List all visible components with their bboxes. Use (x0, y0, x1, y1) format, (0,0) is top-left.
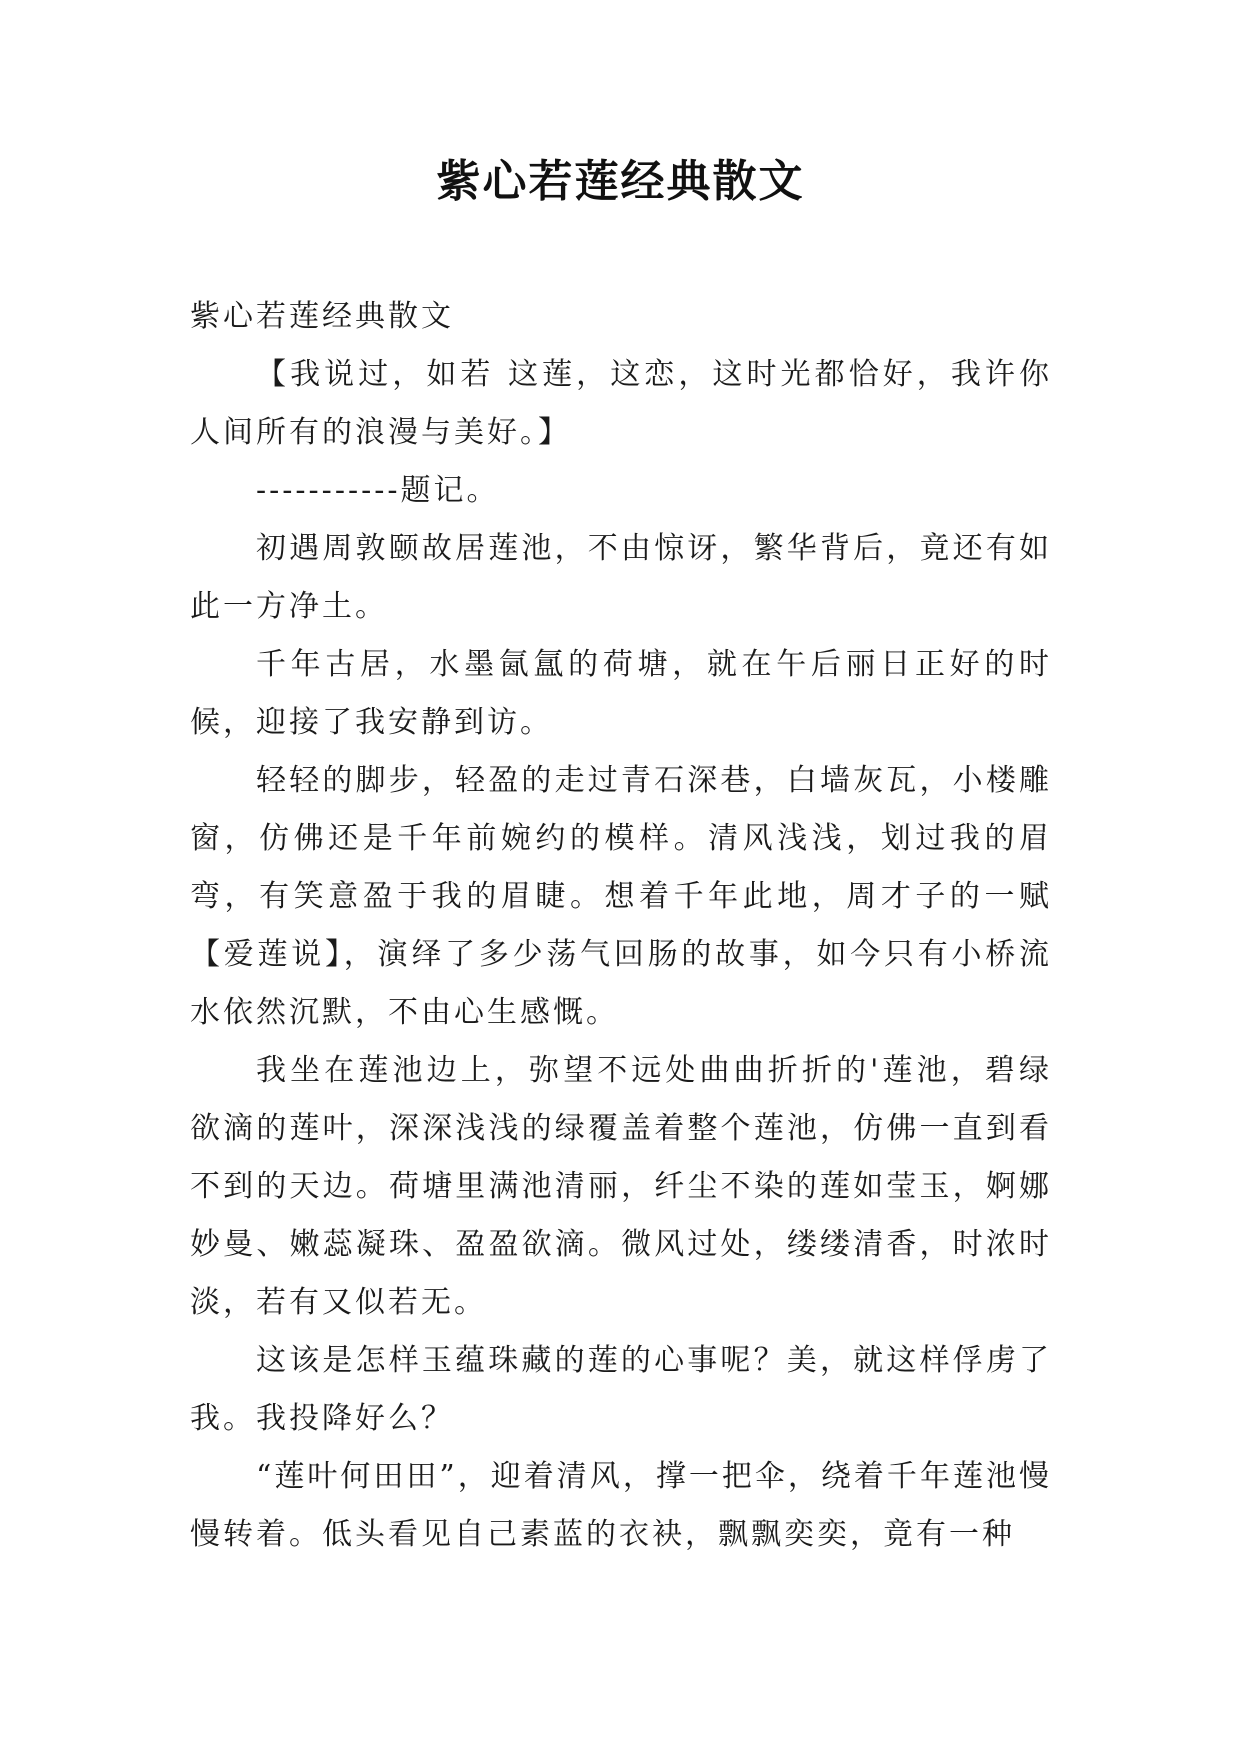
epigraph-paragraph: 【我说过，如若 这莲，这恋，这时光都恰好，我许你人间所有的浪漫与美好。】 (190, 357, 1052, 450)
body-paragraph: 这该是怎样玉蕴珠藏的莲的心事呢？美，就这样俘虏了我。我投降好么？ (190, 1343, 1052, 1436)
body-paragraph: 千年古居，水墨氤氲的荷塘，就在午后丽日正好的时候，迎接了我安静到访。 (190, 647, 1052, 740)
subtitle-paragraph: 紫心若莲经典散文 (190, 299, 454, 334)
document-title: 紫心若莲经典散文 (436, 156, 805, 207)
body-paragraph: “莲叶何田田”，迎着清风，撑一把伞，绕着千年莲池慢慢转着。低头看见自己素蓝的衣袂，飘飘奕奕，竟有一种 (190, 1459, 1052, 1552)
body-paragraph: 轻轻的脚步，轻盈的走过青石深巷，白墙灰瓦，小楼雕窗，仿佛还是千年前婉约的模样。清风浅浅，划过我的眉弯，有笑意盈于我的眉睫。想着千年此地，周才子的一赋【爱莲说】，演绎了多少荡气回肠的故事，如今只有小桥流水依然沉默，不由心生感慨。 (190, 763, 1052, 1030)
document-body (190, 288, 1052, 1564)
body-paragraph: 我坐在莲池边上，弥望不远处曲曲折折的'莲池，碧绿欲滴的莲叶，深深浅浅的绿覆盖着整个莲池，仿佛一直到看不到的天边。荷塘里满池清丽，纤尘不染的莲如莹玉，婀娜妙曼、嫩蕊凝珠、盈盈欲滴。微风过处，缕缕清香，时浓时淡，若有又似若无。 (190, 1053, 1052, 1320)
epigraph-attribution: -----------题记。 (256, 473, 500, 508)
body-paragraph: 初遇周敦颐故居莲池，不由惊讶，繁华背后，竟还有如此一方净土。 (190, 531, 1052, 624)
